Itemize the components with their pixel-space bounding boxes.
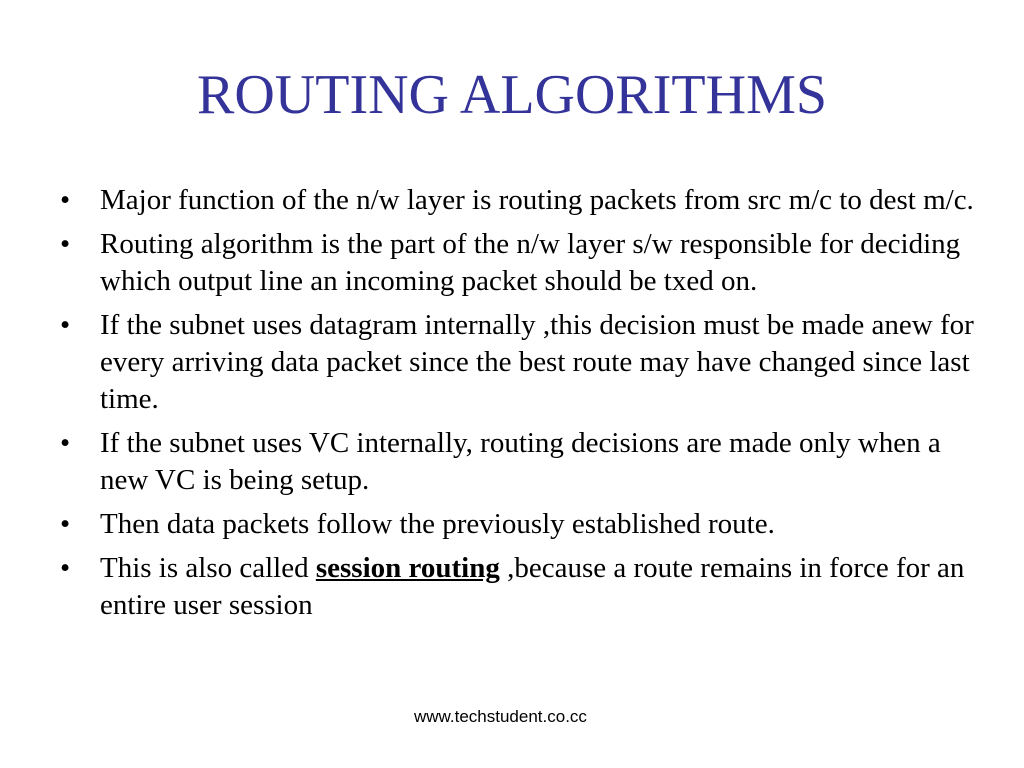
bullet-text-after: ,because a route remains in force for an entire user session bbox=[100, 552, 965, 621]
bullet-item bbox=[60, 182, 980, 219]
slide-title: ROUTING ALGORITHMS bbox=[197, 64, 827, 126]
bullet-icon: • bbox=[60, 427, 71, 459]
bullet-text: If the subnet uses datagram internally ,this decision must be made anew for every arriving data packet since the best route may have changed since last time. bbox=[100, 309, 974, 415]
bullet-text: Major function of the n/w layer is routing packets from src m/c to dest m/c. bbox=[100, 184, 974, 216]
footer-url: www.techstudent.co.cc bbox=[414, 707, 587, 726]
bullet-icon: • bbox=[60, 552, 71, 584]
bullet-text: Routing algorithm is the part of the n/w layer s/w responsible for deciding which output line an incoming packet should be txed on. bbox=[100, 228, 961, 297]
bullet-item bbox=[60, 425, 980, 499]
bullet-text: If the subnet uses VC internally, routing decisions are made only when a new VC is being setup. bbox=[100, 427, 941, 496]
bullet-item bbox=[60, 550, 980, 624]
bullet-icon: • bbox=[60, 508, 71, 540]
bullet-item bbox=[60, 226, 980, 300]
bullet-item bbox=[60, 506, 980, 543]
bullet-icon: • bbox=[60, 309, 71, 341]
session-routing-term: session routing bbox=[315, 552, 500, 584]
bullet-list bbox=[60, 182, 980, 631]
bullet-icon: • bbox=[60, 228, 71, 260]
bullet-icon: • bbox=[60, 184, 71, 216]
bullet-text: Then data packets follow the previously established route. bbox=[100, 508, 775, 540]
bullet-item bbox=[60, 307, 980, 418]
bullet-text-before: This is also called bbox=[100, 552, 316, 584]
